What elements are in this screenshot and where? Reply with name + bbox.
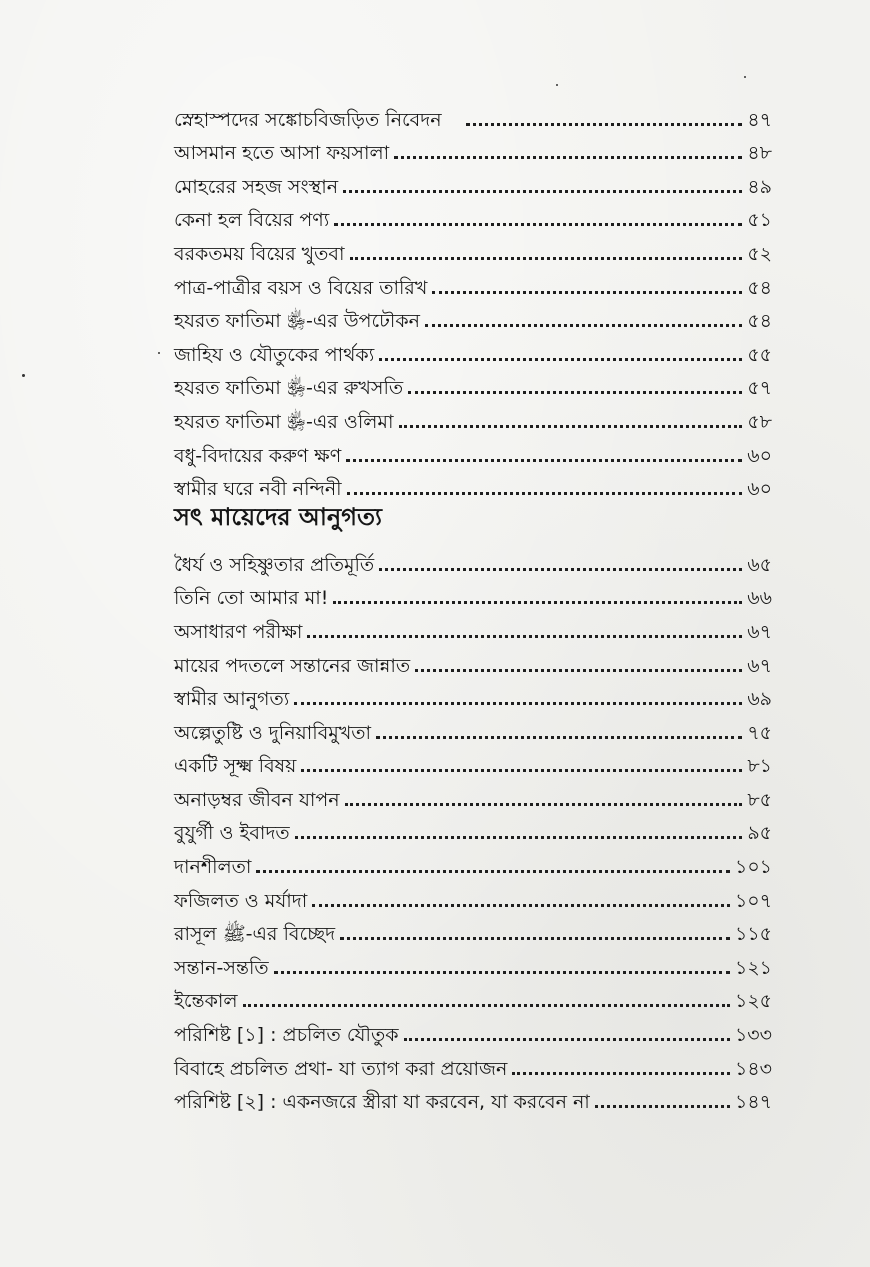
toc-entry[interactable] <box>174 1011 772 1045</box>
toc-entry-title: ধৈর্য ও সহিষ্ণুতার প্রতিমূর্তি <box>174 553 375 576</box>
toc-entry-title: হযরত ফাতিমা ﵂-এর রুখসতি <box>174 377 404 400</box>
toc-entry-title: সন্তান-সন্ততি <box>174 956 269 979</box>
toc-entry-page: ১০১ <box>734 856 772 879</box>
toc-entry-title: ফজিলত ও মর্যাদা <box>174 889 308 912</box>
dot-leader <box>379 358 742 361</box>
toc-entry-title: ইন্তেকাল <box>174 990 238 1013</box>
ink-speck <box>22 374 25 377</box>
toc-entry-page: ৬৯ <box>747 688 772 711</box>
ink-speck <box>556 84 558 86</box>
dot-leader <box>379 568 742 571</box>
toc-entry-page: ৬০ <box>747 478 772 501</box>
toc-entry-page: ৬৬ <box>747 587 772 610</box>
toc-entry[interactable] <box>174 843 772 877</box>
toc-entry-title: আসমান হতে আসা ফয়সালা <box>174 142 390 165</box>
dot-leader <box>301 769 742 772</box>
toc-entry[interactable] <box>174 541 772 575</box>
toc-entry[interactable] <box>174 163 772 197</box>
dot-leader <box>307 635 742 638</box>
toc-entry[interactable] <box>174 1079 772 1113</box>
toc-entry[interactable] <box>174 432 772 466</box>
toc-entry[interactable] <box>174 230 772 264</box>
toc-entry-title: হযরত ফাতিমা ﵂-এর ওলিমা <box>174 410 394 433</box>
ink-speck <box>744 76 746 78</box>
toc-entry-page: ১২৫ <box>734 990 772 1013</box>
dot-leader <box>274 971 730 974</box>
toc-entry-title: পরিশিষ্ট [২] : একনজরে স্ত্রীরা যা করবেন, যা করবেন না <box>174 1091 590 1114</box>
toc-entry-title: বরকতময় বিয়ের খুতবা <box>174 242 345 265</box>
dot-leader <box>346 459 742 462</box>
toc-entry-title: মোহরের সহজ সংস্থান <box>174 175 339 198</box>
toc-entry-page: ১৪৩ <box>734 1057 772 1080</box>
toc-entry[interactable] <box>174 877 772 911</box>
toc-entry-title: বিবাহে প্রচলিত প্রথা- যা ত্যাগ করা প্রয়োজন <box>174 1057 508 1080</box>
toc-entry-page: ৬৭ <box>747 620 772 643</box>
toc-entry-page: ১৩৩ <box>734 1024 772 1047</box>
toc-entry-title: বধু-বিদায়ের করুণ ক্ষণ <box>174 444 342 467</box>
toc-entry-page: ৬৫ <box>747 553 772 576</box>
dot-leader <box>294 702 742 705</box>
toc-entry-page: ৪৭ <box>747 108 772 131</box>
toc-entry-page: ১২১ <box>734 956 772 979</box>
toc-entry-title: স্বামীর ঘরে নবী নন্দিনী <box>174 478 342 501</box>
toc-entry-page: ৫১ <box>747 209 772 232</box>
toc-entry-page: ৬০ <box>747 444 772 467</box>
toc-entry[interactable] <box>174 642 772 676</box>
toc-entry-page: ৫২ <box>747 242 772 265</box>
toc-entry-page: ৫৪ <box>747 310 772 333</box>
dot-leader <box>347 492 743 495</box>
toc-entry-page: ৯৫ <box>747 822 772 845</box>
toc-entry[interactable] <box>174 944 772 978</box>
toc-entry-title: একটি সূক্ষ্ম বিষয় <box>174 755 297 778</box>
dot-leader <box>399 425 743 428</box>
dot-leader <box>256 870 730 873</box>
dot-leader <box>512 1072 730 1075</box>
dot-leader <box>295 836 743 839</box>
toc-entry[interactable] <box>174 776 772 810</box>
toc-entry[interactable] <box>174 709 772 743</box>
toc-entry[interactable] <box>174 743 772 777</box>
toc-entry[interactable] <box>174 264 772 298</box>
toc-entry-page: ৫৭ <box>747 377 772 400</box>
dot-leader <box>334 223 742 226</box>
dot-leader <box>415 669 742 672</box>
dot-leader <box>408 391 742 394</box>
toc-entry-title: অসাধারণ পরীক্ষা <box>174 620 303 643</box>
toc-entry-page: ৪৯ <box>747 175 772 198</box>
table-of-contents <box>174 96 772 1112</box>
toc-entry[interactable] <box>174 676 772 710</box>
toc-entry-title: বুযুর্গী ও ইবাদত <box>174 822 290 845</box>
toc-entry-page: ৮১ <box>747 755 772 778</box>
ink-speck <box>158 352 160 354</box>
dot-leader <box>312 904 730 907</box>
toc-entry[interactable] <box>174 130 772 164</box>
toc-entry-title: তিনি তো আমার মা! <box>174 587 329 610</box>
toc-entry-title: দানশীলতা <box>174 856 252 879</box>
toc-entry[interactable] <box>174 978 772 1012</box>
toc-entry[interactable] <box>174 365 772 399</box>
toc-entry-page: ৫৪ <box>747 276 772 299</box>
toc-entry[interactable] <box>174 197 772 231</box>
toc-entry[interactable] <box>174 1045 772 1079</box>
toc-entry-page: ৬৭ <box>747 654 772 677</box>
toc-entry[interactable] <box>174 575 772 609</box>
toc-entry[interactable] <box>174 810 772 844</box>
toc-entry-title: কেনা হল বিয়ের পণ্য <box>174 209 330 232</box>
dot-leader <box>340 937 730 940</box>
toc-entry-page: ১১৫ <box>735 923 772 946</box>
toc-entry-title: পাত্র-পাত্রীর বয়স ও বিয়ের তারিখ <box>174 276 428 299</box>
toc-entry[interactable] <box>174 96 772 130</box>
toc-entry[interactable] <box>174 298 772 332</box>
dot-leader <box>595 1105 730 1108</box>
dot-leader <box>350 257 743 260</box>
dot-leader <box>333 601 742 604</box>
dot-leader <box>345 803 743 806</box>
toc-entry-page: ৮৫ <box>747 788 772 811</box>
toc-entry[interactable] <box>174 466 772 500</box>
toc-entry-title: স্বামীর আনুগত্য <box>174 688 290 711</box>
toc-entry-page: ৭৫ <box>747 721 772 744</box>
dot-leader <box>376 736 742 739</box>
toc-entry-page: ৫৮ <box>747 410 772 433</box>
toc-entry-page: ১০৭ <box>734 889 772 912</box>
dot-leader <box>425 324 742 327</box>
dot-leader <box>343 190 742 193</box>
toc-entry[interactable] <box>174 398 772 432</box>
dot-leader <box>432 291 742 294</box>
dot-leader <box>394 156 742 159</box>
toc-entry-page: ৫৫ <box>747 343 772 366</box>
toc-entry-title: রাসূল ﷺ-এর বিচ্ছেদ <box>174 923 336 946</box>
toc-entry[interactable] <box>174 331 772 365</box>
toc-entry-title: অনাড়ম্বর জীবন যাপন <box>174 788 340 811</box>
toc-entry-title: পরিশিষ্ট [১] : প্রচলিত যৌতুক <box>174 1024 399 1047</box>
toc-entry-title: হযরত ফাতিমা ﵂-এর উপঢৌকন <box>174 310 421 333</box>
toc-entry-title: অল্পেতুষ্টি ও দুনিয়াবিমুখতা <box>174 721 372 744</box>
dot-leader <box>243 1004 730 1007</box>
toc-entry-title: মায়ের পদতলে সন্তানের জান্নাত <box>174 654 411 677</box>
toc-entry-page: ৪৮ <box>747 142 772 165</box>
toc-entry[interactable] <box>174 911 772 945</box>
section-heading: সৎ মায়েদের আনুগত্য <box>174 503 382 532</box>
toc-entry-title: স্নেহাস্পদের সঙ্কোচবিজড়িত নিবেদন <box>174 108 442 131</box>
toc-entry-title: জাহিয ও যৌতুকের পার্থক্য <box>174 343 375 366</box>
dot-leader <box>404 1038 730 1041</box>
toc-entry[interactable] <box>174 608 772 642</box>
toc-entry-page: ১৪৭ <box>734 1091 772 1114</box>
dot-leader <box>466 123 743 126</box>
